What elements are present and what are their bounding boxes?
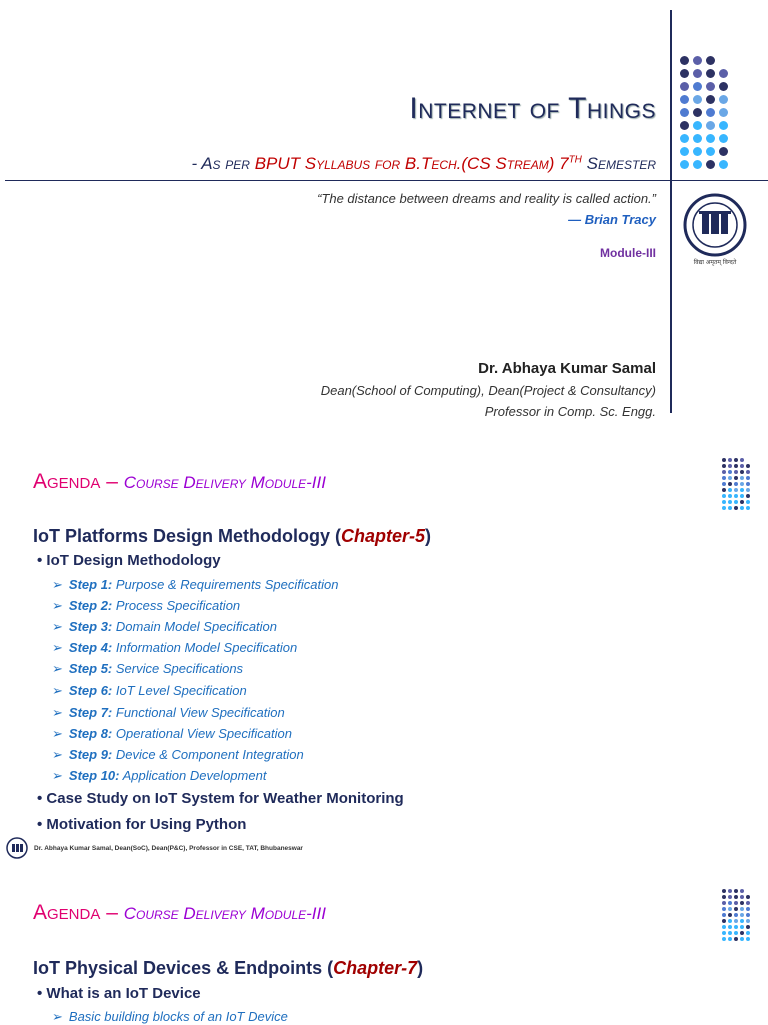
decorative-dot: [722, 913, 726, 917]
decorative-dot: [728, 919, 732, 923]
decorative-dot: [706, 121, 715, 130]
agenda-word: Agenda: [33, 470, 101, 493]
bullet-design-methodology: • IoT Design Methodology: [37, 552, 221, 569]
step-item: ➢ Step 1: Purpose & Requirements Specification: [52, 577, 339, 592]
decorative-dot: [746, 482, 750, 486]
arrow-icon: ➢: [52, 726, 63, 741]
decorative-dot: [719, 108, 728, 117]
decorative-dot: [740, 925, 744, 929]
arrow-icon: ➢: [52, 619, 63, 634]
arrow-icon: ➢: [52, 705, 63, 720]
institute-seal-logo: [682, 192, 748, 268]
decorative-dot: [746, 925, 750, 929]
step-item: ➢ Step 2: Process Specification: [52, 598, 241, 613]
decorative-dot: [728, 494, 732, 498]
step-item: ➢ Step 4: Information Model Specification: [52, 640, 298, 655]
decorative-dot: [706, 134, 715, 143]
decorative-dot: [728, 889, 732, 893]
decorative-dot: [746, 931, 750, 935]
decorative-dot: [719, 82, 728, 91]
arrow-icon: ➢: [52, 577, 63, 592]
decorative-dot: [680, 121, 689, 130]
decorative-dot: [722, 901, 726, 905]
decorative-dot: [680, 82, 689, 91]
decorative-dot: [740, 476, 744, 480]
decorative-dot: [746, 913, 750, 917]
section-prefix: IoT Physical Devices & Endpoints (: [33, 958, 334, 978]
decorative-dot: [740, 919, 744, 923]
decorative-dot: [719, 95, 728, 104]
decorative-dot: [719, 134, 728, 143]
decorative-dot: [719, 121, 728, 130]
bullet-iot-device: • What is an IoT Device: [37, 985, 201, 1002]
decorative-dot: [680, 56, 689, 65]
arrow-icon: ➢: [52, 1009, 63, 1024]
decorative-dot: [706, 82, 715, 91]
agenda-word: Agenda: [33, 901, 101, 924]
decorative-dot: [740, 506, 744, 510]
decorative-dot: [734, 470, 738, 474]
decorative-dot: [734, 482, 738, 486]
decorative-dot: [740, 913, 744, 917]
step-item: ➢ Step 8: Operational View Specification: [52, 726, 292, 741]
decorative-dot: [722, 919, 726, 923]
step-item: ➢ Step 10: Application Development: [52, 768, 267, 783]
decorative-dot-grid: [722, 889, 754, 939]
decorative-dot: [740, 895, 744, 899]
decorative-dot: [728, 470, 732, 474]
module-label: Module-III: [600, 246, 656, 260]
decorative-dot: [728, 931, 732, 935]
decorative-dot: [680, 160, 689, 169]
section-prefix: IoT Platforms Design Methodology (: [33, 526, 342, 546]
quote-text: “The distance between dreams and reality is called action.”: [317, 191, 656, 206]
decorative-dot: [706, 108, 715, 117]
decorative-dot: [740, 937, 744, 941]
decorative-dot: [740, 458, 744, 462]
decorative-dot: [706, 56, 715, 65]
decorative-dot: [706, 69, 715, 78]
decorative-dot: [722, 494, 726, 498]
decorative-dot: [746, 895, 750, 899]
decorative-dot: [722, 476, 726, 480]
horizontal-rule: [5, 180, 768, 181]
agenda-subtitle: Course Delivery Module-III: [123, 473, 326, 492]
agenda-dash: –: [100, 470, 124, 493]
title-slide: [0, 0, 768, 430]
decorative-dot: [728, 907, 732, 911]
decorative-dot: [734, 458, 738, 462]
decorative-dot: [734, 907, 738, 911]
quote-author: — Brian Tracy: [568, 212, 656, 227]
section-suffix: ): [425, 526, 432, 546]
decorative-dot: [746, 470, 750, 474]
agenda-dash: –: [100, 901, 124, 924]
decorative-dot: [734, 464, 738, 468]
quote-block: [317, 188, 656, 230]
decorative-dot: [693, 121, 702, 130]
decorative-dot: [719, 69, 728, 78]
agenda-slide-1: [0, 440, 768, 865]
decorative-dot: [746, 500, 750, 504]
decorative-dot: [722, 907, 726, 911]
decorative-dot: [734, 895, 738, 899]
decorative-dot: [728, 500, 732, 504]
decorative-dot: [693, 95, 702, 104]
decorative-dot: [728, 895, 732, 899]
decorative-dot: [680, 134, 689, 143]
decorative-dot: [734, 901, 738, 905]
decorative-dot: [728, 901, 732, 905]
arrow-icon: ➢: [52, 747, 63, 762]
decorative-dot: [740, 482, 744, 486]
decorative-dot: [722, 488, 726, 492]
agenda-slide-2: [0, 875, 768, 1024]
decorative-dot: [706, 160, 715, 169]
step-item: ➢ Step 7: Functional View Specification: [52, 705, 285, 720]
decorative-dot: [734, 937, 738, 941]
decorative-dot: [693, 108, 702, 117]
decorative-dot: [722, 931, 726, 935]
step-item: ➢ Step 5: Service Specifications: [52, 661, 244, 676]
decorative-dot: [722, 482, 726, 486]
decorative-dot: [693, 134, 702, 143]
decorative-dot: [746, 506, 750, 510]
decorative-dot: [722, 458, 726, 462]
presenter-role-2: Professor in Comp. Sc. Engg.: [484, 404, 656, 419]
decorative-dot: [734, 500, 738, 504]
decorative-dot: [722, 925, 726, 929]
decorative-dot: [746, 901, 750, 905]
presenter-block: [321, 358, 656, 422]
decorative-dot: [740, 500, 744, 504]
slide-title: Internet of Things: [409, 92, 656, 125]
agenda-heading: [33, 470, 326, 494]
decorative-dot: [728, 482, 732, 486]
decorative-dot: [746, 476, 750, 480]
step-item: ➢ Basic building blocks of an IoT Device: [52, 1009, 288, 1024]
step-item: ➢ Step 3: Domain Model Specification: [52, 619, 278, 634]
decorative-dot: [746, 907, 750, 911]
decorative-dot: [740, 907, 744, 911]
decorative-dot: [719, 147, 728, 156]
decorative-dot: [740, 931, 744, 935]
decorative-dot: [722, 500, 726, 504]
decorative-dot: [746, 464, 750, 468]
subtitle-superscript: TH: [568, 154, 582, 166]
decorative-dot: [680, 95, 689, 104]
decorative-dot: [728, 476, 732, 480]
decorative-dot: [693, 82, 702, 91]
decorative-dot: [734, 476, 738, 480]
step-item: ➢ Step 6: IoT Level Specification: [52, 683, 247, 698]
footer-text: Dr. Abhaya Kumar Samal, Dean(SoC), Dean(P&C), Professor in CSE, TAT, Bhubaneswar: [34, 844, 303, 852]
section-heading: [33, 526, 431, 547]
decorative-dot: [746, 494, 750, 498]
decorative-dot: [734, 913, 738, 917]
subtitle-course: BPUT Syllabus for B.Tech.(CS Stream) 7: [254, 154, 569, 173]
decorative-dot: [722, 895, 726, 899]
subtitle-suffix: Semester: [581, 154, 656, 173]
decorative-dot: [740, 494, 744, 498]
decorative-dot: [706, 147, 715, 156]
section-chapter: Chapter-7: [333, 958, 418, 978]
decorative-dot: [693, 69, 702, 78]
decorative-dot: [740, 470, 744, 474]
decorative-dot: [734, 889, 738, 893]
decorative-dot: [722, 506, 726, 510]
step-item: ➢ Step 9: Device & Component Integration: [52, 747, 304, 762]
decorative-dot: [734, 488, 738, 492]
bullet-python-motivation: • Motivation for Using Python: [37, 816, 246, 833]
decorative-dot: [693, 56, 702, 65]
slide-subtitle: [191, 154, 656, 174]
presenter-role-1: Dean(School of Computing), Dean(Project & Consultancy): [320, 383, 656, 398]
presenter-name: Dr. Abhaya Kumar Samal: [478, 360, 656, 377]
decorative-dot: [728, 925, 732, 929]
agenda-heading: [33, 901, 326, 925]
decorative-dot: [680, 108, 689, 117]
decorative-dot: [680, 69, 689, 78]
decorative-dot: [728, 464, 732, 468]
decorative-dot: [728, 506, 732, 510]
decorative-dot-grid: [722, 458, 754, 508]
decorative-dot: [728, 458, 732, 462]
decorative-dot: [728, 488, 732, 492]
seal-motto: विद्या अमृतम् विन्दते: [693, 259, 737, 266]
decorative-dot: [706, 95, 715, 104]
bullet-case-study: • Case Study on IoT System for Weather Monitoring: [37, 790, 404, 807]
subtitle-prefix: - As per: [191, 154, 255, 173]
decorative-dot: [746, 919, 750, 923]
decorative-dot: [728, 937, 732, 941]
decorative-dot: [719, 160, 728, 169]
decorative-dot: [722, 464, 726, 468]
decorative-dot: [680, 147, 689, 156]
decorative-dot: [740, 889, 744, 893]
arrow-icon: ➢: [52, 640, 63, 655]
decorative-dot: [740, 488, 744, 492]
decorative-dot: [734, 925, 738, 929]
section-heading: [33, 958, 423, 979]
arrow-icon: ➢: [52, 661, 63, 676]
decorative-dot: [746, 937, 750, 941]
arrow-icon: ➢: [52, 768, 63, 783]
decorative-dot: [734, 919, 738, 923]
decorative-dot: [693, 147, 702, 156]
decorative-dot: [728, 913, 732, 917]
decorative-dot: [734, 494, 738, 498]
decorative-dot: [734, 931, 738, 935]
decorative-dot: [746, 488, 750, 492]
decorative-dot-grid: [680, 56, 740, 172]
decorative-dot: [722, 470, 726, 474]
arrow-icon: ➢: [52, 598, 63, 613]
vertical-rule: [670, 10, 672, 413]
slide-footer: [6, 837, 303, 859]
institute-seal-icon: [6, 837, 28, 859]
section-chapter: Chapter-5: [341, 526, 426, 546]
agenda-subtitle: Course Delivery Module-III: [123, 904, 326, 923]
arrow-icon: ➢: [52, 683, 63, 698]
decorative-dot: [693, 160, 702, 169]
decorative-dot: [722, 889, 726, 893]
decorative-dot: [722, 937, 726, 941]
section-suffix: ): [417, 958, 424, 978]
decorative-dot: [740, 901, 744, 905]
decorative-dot: [734, 506, 738, 510]
decorative-dot: [740, 464, 744, 468]
